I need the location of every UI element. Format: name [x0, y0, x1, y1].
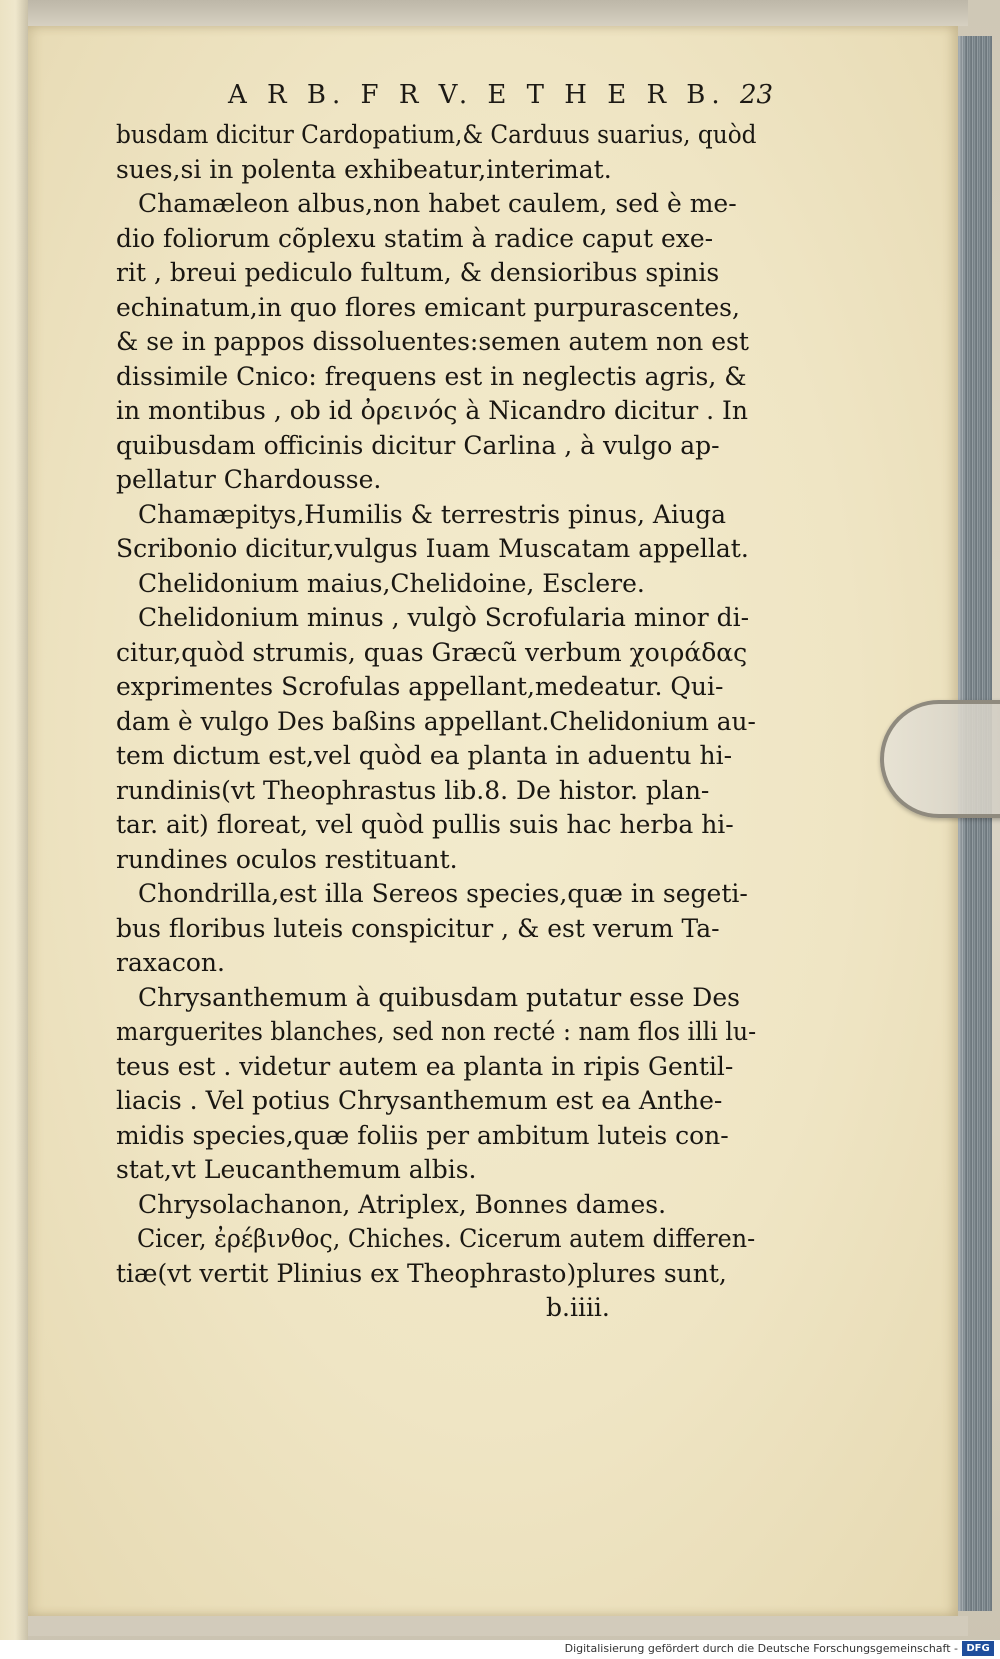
text-line: teus est . videtur autem ea planta in ripis Gentil- [116, 1051, 734, 1081]
text-line: rundinis(vt Theophrastus lib.8. De histor. plan- [116, 775, 710, 805]
text-line: tem dictum est,vel quòd ea planta in aduentu hi- [116, 741, 733, 770]
page-clip [880, 700, 1000, 818]
text-line: & se in pappos dissoluentes:semen autem non est [116, 327, 749, 356]
text-line: Scribonio dicitur,vulgus Iuam Muscatam appellat. [116, 534, 749, 563]
foredge-shade [958, 36, 966, 1611]
text-line: Chelidonium maius,Chelidoine, Esclere. [138, 568, 645, 598]
text-line: Chamæpitys,Humilis & terrestris pinus, Aiuga [138, 499, 726, 529]
text-line: sues,si in polenta exhibeatur,interimat. [116, 154, 612, 184]
text-line: exprimentes Scrofulas appellant,medeatur. Qui- [116, 672, 724, 701]
text-line: tiæ(vt vertit Plinius ex Theophrasto)plures sunt, [116, 1258, 727, 1288]
text-line: Chamæleon albus,non habet caulem, sed è me- [138, 189, 737, 218]
text-line: Chelidonium minus , vulgò Scrofularia minor di- [138, 603, 750, 632]
text-line: Chrysolachanon, Atriplex, Bonnes dames. [138, 1189, 667, 1219]
text-line: Chrysanthemum à quibusdam putatur esse Des [138, 982, 740, 1012]
text-line: Chondrilla,est illa Sereos species,quæ in segeti- [138, 879, 748, 908]
text-line: liacis . Vel potius Chrysanthemum est ea Anthe- [116, 1086, 723, 1115]
text-line: rundines oculos restituant. [116, 844, 458, 874]
text-line: echinatum,in quo flores emicant purpurascentes, [116, 292, 740, 322]
text-line: rit , breui pediculo fultum, & densioribus spinis [116, 258, 720, 287]
text-line: midis species,quæ foliis per ambitum luteis con- [116, 1120, 729, 1150]
text-line: dissimile Cnico: frequens est in neglectis agris, & [116, 361, 747, 391]
top-margin-strip [28, 0, 968, 26]
text-line: citur,quòd strumis, quas Græcũ verbum χοιράδας [116, 637, 748, 667]
text-line: marguerites blanches, sed non recté : nam flos illi lu- [116, 1017, 757, 1046]
text-line: Cicer, ἐρέβινθος, Chiches. Cicerum autem differen- [136, 1224, 756, 1253]
footer-credit: Digitalisierung gefördert durch die Deutsche Forschungsgemeinschaft - [564, 1642, 958, 1655]
bottom-margin-strip [28, 1616, 968, 1636]
text-line: raxacon. [116, 948, 225, 977]
text-line: bus floribus luteis conspicitur , & est verum Ta- [116, 913, 720, 943]
text-line: stat,vt Leucanthemum albis. [116, 1155, 477, 1184]
running-head: A R B. F R V. E T H E R B. [228, 80, 726, 110]
text-line: busdam dicitur Cardopatium,& Carduus suarius, quòd [116, 120, 757, 149]
page-number: 23 [740, 80, 774, 110]
left-page-edge [0, 0, 28, 1659]
text-line: quibusdam officinis dicitur Carlina , à vulgo ap- [116, 430, 720, 460]
signature-mark: b.iiii. [546, 1293, 610, 1322]
text-line: tar. ait) floreat, vel quòd pullis suis hac herba hi- [116, 810, 734, 839]
text-block [116, 118, 756, 1326]
text-line: dio foliorum cõplexu statim à radice caput exe- [116, 223, 714, 253]
text-line: in montibus , ob id ὀρεινός à Nicandro dicitur . In [116, 396, 748, 425]
text-line: dam è vulgo Des baßins appellant.Chelidonium au- [116, 706, 756, 736]
text-line: pellatur Chardousse. [116, 465, 382, 494]
dfg-logo-icon: DFG [962, 1641, 994, 1656]
